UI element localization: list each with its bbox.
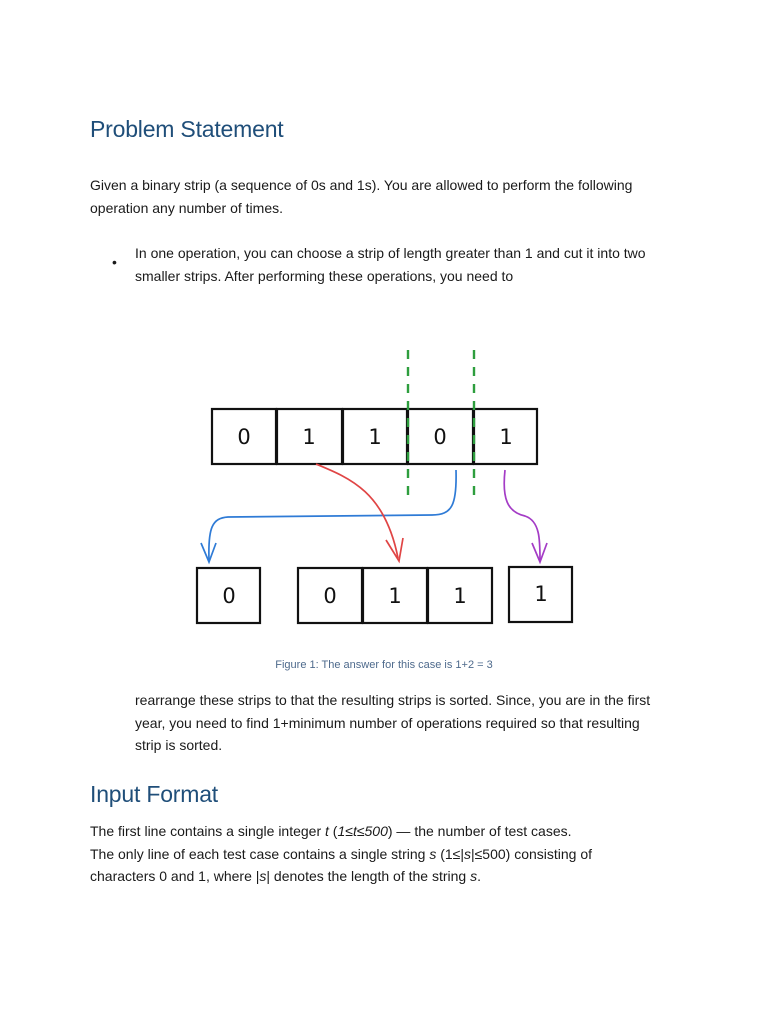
input-line-1: The first line contains a single integer t (1≤t≤500) — the number of test cases. (90, 823, 572, 839)
red-move-arrow (316, 464, 398, 558)
bottom-middle-value-1: 0 (323, 584, 337, 608)
continuation-line-3: strip is sorted. (135, 737, 223, 753)
top-cell-2-value: 1 (302, 425, 316, 449)
bullet-marker: • (112, 254, 117, 270)
blue-move-arrow (209, 470, 456, 560)
input-format-body (90, 820, 592, 888)
problem-intro-line-2: operation any number of times. (90, 199, 283, 216)
problem-intro-line-1: Given a binary strip (a sequence of 0s and 1s). You are allowed to perform the following (90, 177, 633, 193)
input-line-2: The only line of each test case contains a single string s (1≤|s|≤500) consisting of (90, 845, 593, 862)
bottom-middle-value-2: 1 (388, 584, 402, 608)
top-strip (212, 409, 537, 464)
continuation-line-2: year, you need to find 1+minimum number of operations required so that resulting (135, 714, 640, 731)
top-cell-4-value: 0 (433, 425, 447, 449)
top-cell-5-value: 1 (499, 425, 513, 449)
bottom-strips (197, 567, 572, 623)
problem-continuation (135, 689, 650, 757)
top-cell-3-value: 1 (368, 425, 382, 449)
problem-bullet-line-1: In one operation, you can choose a strip of length greater than 1 and cut it into two (135, 245, 646, 261)
purple-move-arrow (504, 470, 540, 560)
problem-bullet-line-2: smaller strips. After performing these operations, you need to (135, 267, 514, 284)
bottom-right-value: 1 (534, 582, 548, 606)
input-format-heading: Input Format (90, 781, 218, 807)
bottom-left-value: 0 (222, 584, 236, 608)
problem-statement-heading: Problem Statement (90, 116, 284, 142)
bottom-middle-value-3: 1 (453, 584, 467, 608)
top-cell-1-value: 0 (237, 425, 251, 449)
figure-caption: Figure 1: The answer for this case is 1+2 = 3 (275, 659, 493, 671)
continuation-line-1: rearrange these strips to that the resulting strips is sorted. Since, you are in the first (135, 692, 651, 708)
input-line-3: characters 0 and 1, where |s| denotes the length of the string s. (90, 868, 481, 884)
